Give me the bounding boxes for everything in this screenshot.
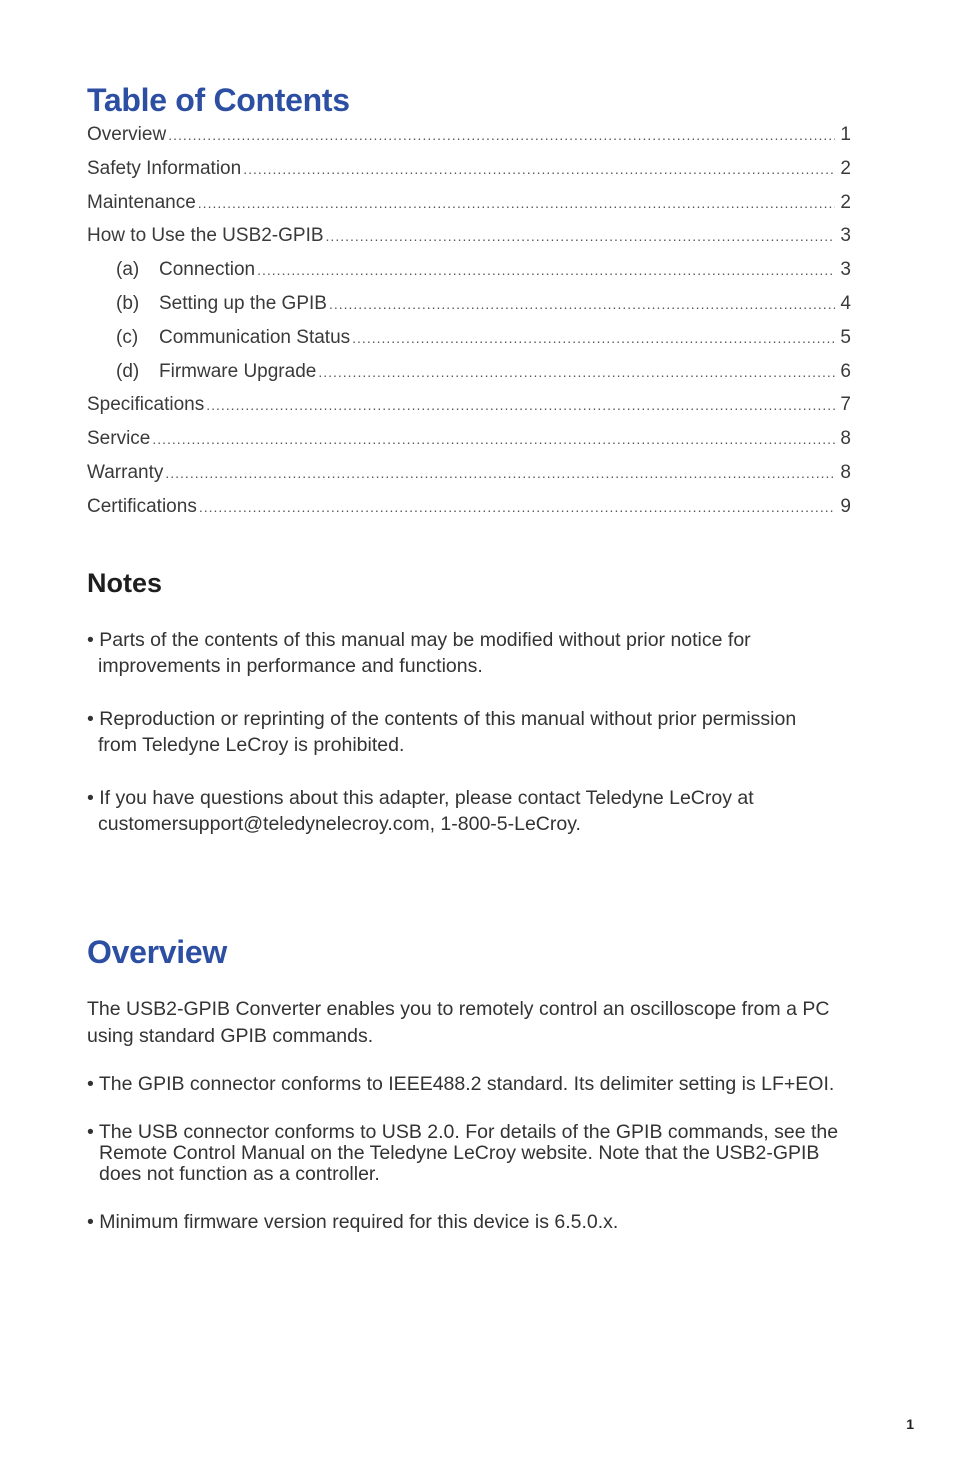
notes-list bbox=[87, 627, 827, 864]
toc-entry-specifications[interactable] bbox=[87, 394, 851, 428]
toc-entry-label: How to Use the USB2-GPIB bbox=[87, 225, 324, 247]
toc-entry-label: Certifications bbox=[87, 495, 197, 517]
toc-leader-dots bbox=[257, 262, 835, 278]
toc-leader-dots bbox=[352, 330, 835, 346]
toc-entry-overview[interactable] bbox=[87, 124, 851, 158]
overview-title: Overview bbox=[87, 934, 227, 970]
overview-bullet: • The GPIB connector conforms to IEEE488.2 standard. Its delimiter setting is LF+EOI. bbox=[87, 1073, 835, 1095]
toc-entry-how-to-use[interactable] bbox=[87, 225, 851, 259]
note-item: • Parts of the contents of this manual may be modified without prior notice for improvements in performance and functions. bbox=[87, 629, 751, 677]
toc-leader-dots bbox=[318, 364, 835, 380]
toc-entry-letter: (b) bbox=[116, 292, 140, 314]
toc-entry-page: 5 bbox=[840, 326, 851, 348]
toc-entry-label: Specifications bbox=[87, 394, 205, 416]
toc-entry-label: Safety Information bbox=[87, 157, 242, 179]
overview-bullet: • The USB connector conforms to USB 2.0. For details of the GPIB commands, see the Remote Control Manual on the Teledyne LeCroy website. Note that the USB2-GPIB does not function as a controller. bbox=[87, 1121, 839, 1185]
toc-leader-dots bbox=[199, 499, 835, 515]
overview-bullet: • Minimum firmware version required for this device is 6.5.0.x. bbox=[87, 1211, 619, 1233]
toc-entry-communication-status[interactable] bbox=[87, 327, 851, 361]
note-item: • Reproduction or reprinting of the contents of this manual without prior permission from Teledyne LeCroy is prohibited. bbox=[87, 708, 797, 756]
toc-entry-page: 4 bbox=[840, 292, 851, 314]
overview-intro: The USB2-GPIB Converter enables you to remotely control an oscilloscope from a PC using standard GPIB commands. bbox=[87, 998, 830, 1047]
toc-entry-label: Overview bbox=[87, 124, 167, 145]
toc-entry-service[interactable] bbox=[87, 428, 851, 462]
toc-entry-label: Maintenance bbox=[87, 191, 196, 213]
note-item: • If you have questions about this adapter, please contact Teledyne LeCroy at customersupport@teledynelecroy.com, 1-800-5-LeCroy. bbox=[87, 787, 754, 835]
toc-title: Table of Contents bbox=[87, 82, 350, 118]
toc-entry-letter: (a) bbox=[116, 259, 140, 281]
toc-entry-firmware-upgrade[interactable] bbox=[87, 361, 851, 395]
toc-entry-setting-up-gpib[interactable] bbox=[87, 293, 851, 327]
toc-entry-certifications[interactable] bbox=[87, 496, 851, 530]
toc-leader-dots bbox=[168, 127, 835, 143]
toc-entry-maintenance[interactable] bbox=[87, 192, 851, 226]
toc-leader-dots bbox=[165, 465, 835, 481]
toc-leader-dots bbox=[243, 161, 835, 177]
table-of-contents bbox=[87, 124, 851, 530]
toc-entry-label: Setting up the GPIB bbox=[159, 292, 327, 314]
toc-leader-dots bbox=[152, 431, 835, 447]
toc-leader-dots bbox=[206, 397, 835, 413]
toc-entry-page: 2 bbox=[840, 157, 851, 179]
notes-title: Notes bbox=[87, 568, 163, 598]
toc-entry-label: Firmware Upgrade bbox=[159, 360, 317, 382]
toc-entry-page: 3 bbox=[840, 225, 851, 247]
toc-entry-page: 8 bbox=[840, 461, 851, 483]
toc-entry-connection[interactable] bbox=[87, 259, 851, 293]
toc-entry-page: 9 bbox=[840, 495, 851, 517]
toc-entry-page: 7 bbox=[840, 394, 851, 416]
toc-entry-page: 3 bbox=[840, 259, 851, 281]
toc-entry-label: Service bbox=[87, 428, 151, 450]
toc-entry-label: Warranty bbox=[87, 461, 164, 483]
overview-bullet-list bbox=[87, 1074, 857, 1260]
toc-entry-label: Communication Status bbox=[159, 326, 351, 348]
toc-entry-page: 6 bbox=[840, 360, 851, 382]
toc-entry-page: 1 bbox=[840, 124, 851, 145]
toc-entry-label: Connection bbox=[159, 259, 256, 281]
toc-entry-letter: (d) bbox=[116, 360, 140, 382]
toc-entry-page: 8 bbox=[840, 428, 851, 450]
toc-entry-safety-information[interactable] bbox=[87, 158, 851, 192]
toc-entry-page: 2 bbox=[840, 191, 851, 213]
toc-leader-dots bbox=[326, 228, 835, 244]
toc-entry-letter: (c) bbox=[116, 326, 139, 348]
toc-entry-warranty[interactable] bbox=[87, 462, 851, 496]
page-number: 1 bbox=[906, 1416, 914, 1432]
toc-leader-dots bbox=[198, 195, 835, 211]
toc-leader-dots bbox=[329, 296, 835, 312]
